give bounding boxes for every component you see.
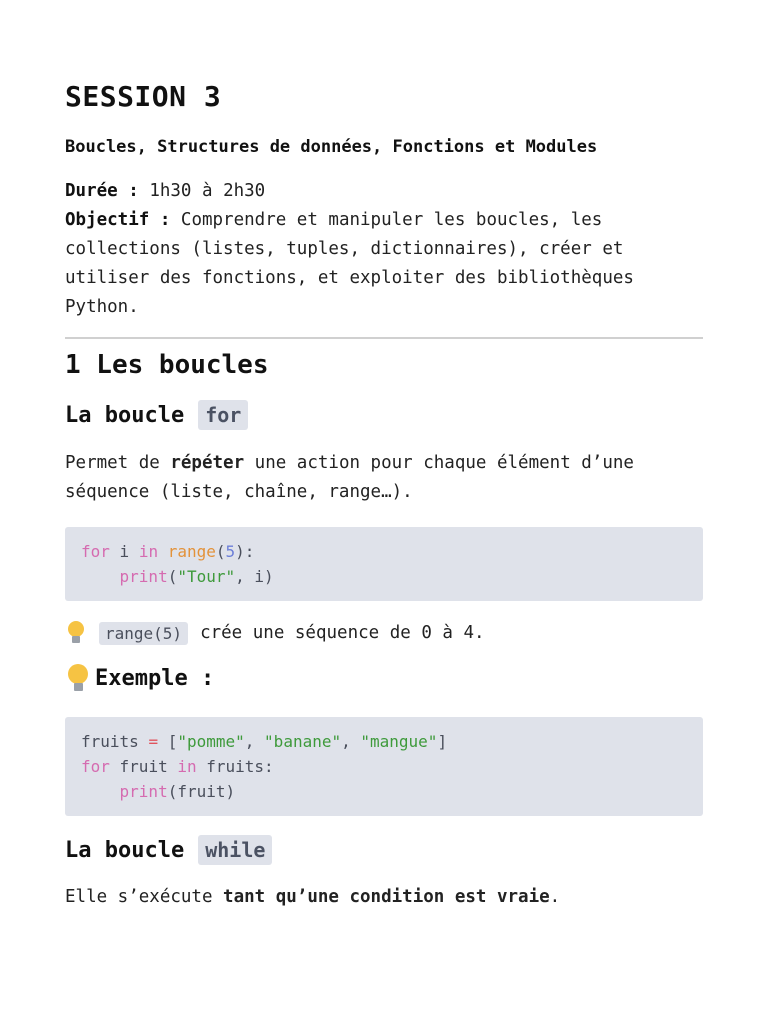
code-keyword: for: [81, 542, 110, 561]
duration-value: 1h30 à 2h30: [149, 181, 266, 201]
duration-label: Durée :: [65, 181, 139, 201]
for-desc-bold: répéter: [170, 453, 245, 473]
while-keyword-badge: while: [198, 835, 272, 865]
code-keyword: in: [177, 757, 197, 776]
for-keyword-badge: for: [198, 400, 248, 430]
code-text: ]: [437, 732, 448, 751]
code-operator: =: [148, 732, 159, 751]
code-text: ):: [235, 542, 255, 561]
code-line: [81, 564, 687, 589]
while-heading-text: La boucle: [65, 837, 185, 863]
while-description: [65, 883, 705, 912]
code-string: "pomme": [177, 732, 245, 751]
session-meta: [65, 177, 705, 322]
code-indent: [81, 567, 120, 586]
for-code-block: [65, 527, 703, 601]
tip-text: crée une séquence de 0 à 4.: [200, 623, 485, 643]
code-function: print: [119, 782, 168, 801]
section-heading: 1 Les boucles: [65, 350, 269, 380]
code-line: [81, 729, 687, 754]
code-keyword: for: [81, 757, 110, 776]
code-text: ,: [244, 732, 265, 751]
for-loop-heading: [65, 400, 248, 430]
while-desc-start: Elle s’exécute: [65, 887, 224, 907]
objective-text: Comprendre et manipuler les boucles, les collections (listes, tuples, dictionnaires), créer et utiliser des fonctions, et exploiter des bibliothèques Python.: [65, 210, 634, 317]
code-text: , i): [235, 567, 274, 586]
range-tip: [65, 621, 485, 645]
code-text: (: [167, 567, 178, 586]
code-string: "mangue": [360, 732, 438, 751]
objective-label: Objectif :: [65, 210, 171, 230]
code-text: fruit: [109, 757, 178, 776]
code-text: fruits:: [196, 757, 274, 776]
code-function: range: [167, 542, 216, 561]
for-desc-end: une action pour chaque élément d’une séquence (liste, chaîne, range…).: [65, 453, 634, 502]
code-line: [81, 539, 687, 564]
for-description: [65, 449, 705, 507]
code-number: 5: [225, 542, 236, 561]
code-line: [81, 779, 687, 804]
code-keyword: in: [138, 542, 159, 561]
example-code-block: [65, 717, 703, 816]
lightbulb-icon: [65, 664, 91, 692]
page-title: SESSION 3: [65, 80, 222, 113]
code-line: [81, 754, 687, 779]
for-heading-text: La boucle: [65, 402, 185, 428]
session-subtitle: Boucles, Structures de données, Fonctions et Modules: [65, 137, 598, 157]
example-heading: [65, 664, 214, 692]
code-text: ,: [341, 732, 361, 751]
code-text: (: [215, 542, 226, 561]
range-inline-code: range(5): [99, 622, 188, 645]
horizontal-divider: [65, 337, 703, 339]
code-function: print: [119, 567, 168, 586]
lightbulb-icon: [65, 621, 87, 645]
code-text: [158, 542, 168, 561]
code-text: fruits: [81, 732, 149, 751]
code-string: "banane": [264, 732, 342, 751]
while-loop-heading: [65, 835, 272, 865]
while-desc-end: .: [549, 887, 561, 907]
while-desc-bold: tant qu’une condition est vraie: [223, 887, 550, 907]
code-text: (fruit): [167, 782, 236, 801]
example-label: Exemple :: [95, 665, 215, 691]
code-text: [: [158, 732, 178, 751]
for-desc-start: Permet de: [65, 453, 171, 473]
code-indent: [81, 782, 120, 801]
code-string: "Tour": [177, 567, 236, 586]
code-text: i: [109, 542, 139, 561]
